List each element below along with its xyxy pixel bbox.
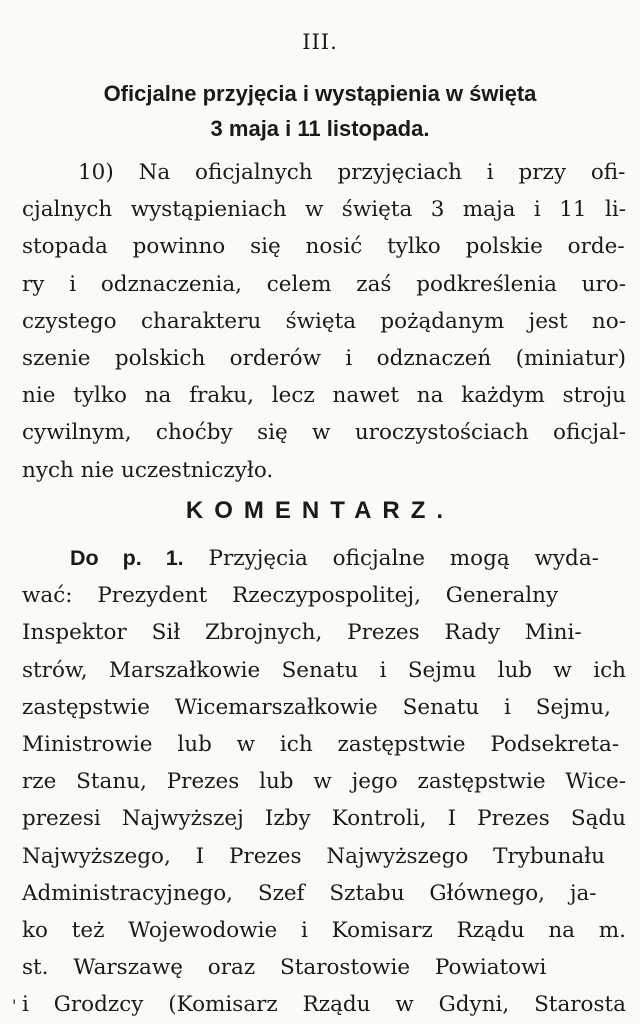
text-line: 10) Na oficjalnych przyjęciach i przy ofi- (78, 160, 626, 185)
stray-mark: ' (12, 996, 17, 1015)
text-line: nych nie uczestniczyło. (22, 457, 274, 483)
text-line: cjalnych wystąpieniach w święta 3 maja i 11 li- (22, 197, 626, 223)
text-line: wać: Prezydent Rzeczypospolitej, Generalny (22, 583, 559, 609)
comment-paragraph (22, 540, 626, 1024)
text-line: szenie polskich orderów i odznaczeń (miniatur) (22, 346, 626, 372)
text-line: ko też Wojewodowie i Komisarz Rządu na m. (22, 918, 626, 944)
comment-heading: KOMENTARZ. (185, 497, 455, 524)
text-line: i Grodzcy (Komisarz Rządu w Gdyni, Starosta (22, 992, 626, 1018)
comment-lead: Do p. 1. (70, 546, 184, 570)
text-line (22, 540, 626, 577)
text-line: Ministrowie lub w ich zastępstwie Podsekreta- (22, 732, 620, 758)
text-line: cywilnym, choćby się w uroczystościach oficjal- (22, 420, 626, 446)
text-line: zastępstwie Wicemarszałkowie Senatu i Sejmu, (22, 694, 611, 720)
paragraph-10 (22, 154, 626, 489)
text-line: st. Warszawę oraz Starostowie Powiatowi (22, 955, 547, 981)
text-line: strów, Marszałkowie Senatu i Sejmu lub w ich (22, 657, 626, 683)
text-line: Najwyższego, I Prezes Najwyższego Trybunału (22, 843, 606, 869)
text-line: rze Stanu, Prezes lub w jego zastępstwie Wice- (22, 769, 626, 795)
text-line: Administracyjnego, Szef Sztabu Głównego, ja- (22, 880, 597, 906)
text-line: Inspektor Sił Zbrojnych, Prezes Rady Mini- (22, 620, 582, 646)
text-line: stopada powinno się nosić tylko polskie orde- (22, 234, 625, 260)
text-line: prezesi Najwyższej Izby Kontroli, I Prezes Sądu (22, 806, 626, 832)
section-title-line: Oficjalne przyjęcia i wystąpienia w święta (103, 81, 537, 106)
section-number: III. (302, 30, 338, 54)
comment-first-line: Przyjęcia oficjalne mogą wyda- (183, 546, 599, 571)
section-title (20, 76, 620, 146)
text-line: nie tylko na fraku, lecz nawet na każdym stroju (22, 383, 626, 409)
text-line: czystego charakteru święta pożądanym jest no- (22, 308, 626, 334)
text-line: ry i odznaczenia, celem zaś podkreślenia uro- (22, 271, 626, 297)
section-title-line: 3 maja i 11 listopada. (210, 116, 430, 141)
